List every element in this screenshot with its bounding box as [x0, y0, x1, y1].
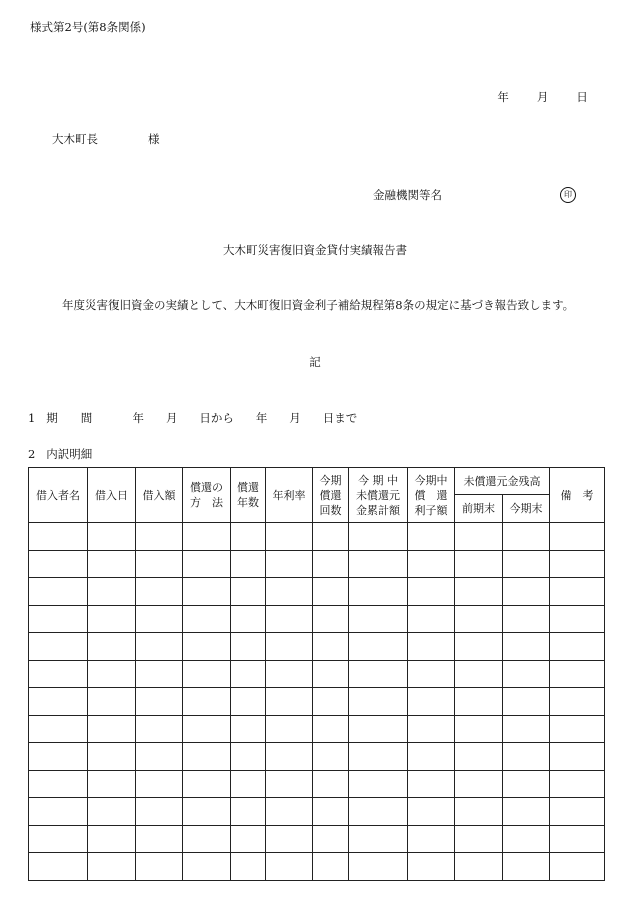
table-cell [349, 798, 408, 826]
table-cell [349, 633, 408, 661]
col-group-unrepaid-balance: 未償還元金残高 [455, 468, 550, 495]
table-cell [29, 550, 88, 578]
table-cell [88, 743, 136, 771]
col-repayment-interest: 今期中 償 還 利子額 [408, 468, 455, 523]
ki-heading: 記 [309, 355, 321, 369]
table-cell [313, 578, 349, 606]
table-cell [183, 633, 231, 661]
table-cell [88, 605, 136, 633]
col-annual-rate: 年利率 [266, 468, 313, 523]
period-line [28, 411, 357, 425]
table-cell [550, 633, 605, 661]
table-cell [29, 798, 88, 826]
breakdown-number: 2 [28, 447, 36, 461]
table-cell [408, 660, 455, 688]
col-borrow-amount: 借入額 [136, 468, 183, 523]
period-number: 1 [28, 411, 36, 425]
col-borrow-date: 借入日 [88, 468, 136, 523]
table-cell [266, 853, 313, 881]
table-cell [231, 605, 266, 633]
table-row [29, 550, 605, 578]
table-cell [29, 853, 88, 881]
table-cell [29, 715, 88, 743]
table-cell [266, 523, 313, 551]
table-cell [455, 550, 503, 578]
table-cell [136, 605, 183, 633]
table-cell [266, 825, 313, 853]
col-borrower-name: 借入者名 [29, 468, 88, 523]
table-row [29, 798, 605, 826]
table-cell [550, 743, 605, 771]
table-cell [408, 853, 455, 881]
table-cell [503, 605, 550, 633]
table-cell [313, 770, 349, 798]
table-cell [231, 550, 266, 578]
table-cell [29, 523, 88, 551]
table-cell [503, 633, 550, 661]
table-cell [455, 523, 503, 551]
breakdown-heading [28, 447, 92, 461]
table-row [29, 743, 605, 771]
table-cell [313, 798, 349, 826]
period-from-month: 月 [165, 411, 178, 425]
table-cell [503, 715, 550, 743]
table-cell [313, 605, 349, 633]
breakdown-label: 内訳明細 [46, 447, 93, 461]
table-cell [29, 743, 88, 771]
table-cell [136, 798, 183, 826]
table-row [29, 853, 605, 881]
table-cell [29, 770, 88, 798]
table-cell [266, 605, 313, 633]
table-cell [266, 550, 313, 578]
period-to-day: 日まで [322, 411, 358, 425]
table-cell [408, 743, 455, 771]
body-text: 年度災害復旧資金の実績として、大木町復旧資金利子補給規程第8条の規定に基づき報告致します。 [62, 298, 575, 312]
table-cell [183, 550, 231, 578]
col-current-period-end: 今期末 [503, 495, 550, 523]
table-cell [349, 578, 408, 606]
table-cell [88, 798, 136, 826]
table-cell [408, 523, 455, 551]
seal-mark: 印 [560, 187, 576, 203]
table-cell [29, 688, 88, 716]
table-cell [349, 770, 408, 798]
table-cell [503, 523, 550, 551]
table-cell [313, 633, 349, 661]
table-cell [231, 578, 266, 606]
table-cell [183, 715, 231, 743]
table-cell [313, 715, 349, 743]
table-cell [408, 550, 455, 578]
table-row [29, 605, 605, 633]
table-cell [408, 798, 455, 826]
table-cell [503, 743, 550, 771]
table-cell [550, 688, 605, 716]
table-cell [349, 605, 408, 633]
table-cell [266, 688, 313, 716]
table-cell [29, 633, 88, 661]
table-cell [183, 660, 231, 688]
table-cell [550, 770, 605, 798]
table-cell [231, 715, 266, 743]
table-cell [183, 770, 231, 798]
col-repayment-count: 今期 償還 回数 [313, 468, 349, 523]
form-number-label: 様式第2号(第8条関係) [30, 20, 146, 34]
table-cell [550, 825, 605, 853]
table-cell [231, 660, 266, 688]
table-cell [349, 688, 408, 716]
period-label: 期 間 [46, 411, 93, 425]
table-cell [408, 688, 455, 716]
table-cell [136, 715, 183, 743]
detail-table [28, 467, 605, 881]
table-cell [136, 550, 183, 578]
col-unrepaid-principal-total: 今 期 中 未償還元 金累計額 [349, 468, 408, 523]
table-row [29, 770, 605, 798]
table-cell [231, 798, 266, 826]
table-cell [183, 825, 231, 853]
table-cell [503, 853, 550, 881]
table-cell [455, 770, 503, 798]
table-cell [266, 770, 313, 798]
table-cell [136, 770, 183, 798]
table-cell [455, 578, 503, 606]
addressee-name: 大木町長 [52, 132, 98, 146]
table-cell [408, 825, 455, 853]
table-cell [231, 770, 266, 798]
table-cell [88, 688, 136, 716]
table-cell [503, 770, 550, 798]
table-cell [88, 523, 136, 551]
table-cell [136, 853, 183, 881]
table-cell [455, 688, 503, 716]
table-row [29, 825, 605, 853]
table-row [29, 633, 605, 661]
table-cell [313, 688, 349, 716]
table-cell [88, 660, 136, 688]
table-cell [349, 550, 408, 578]
table-cell [550, 715, 605, 743]
table-cell [349, 853, 408, 881]
table-cell [503, 578, 550, 606]
table-cell [183, 578, 231, 606]
table-cell [313, 743, 349, 771]
table-cell [136, 688, 183, 716]
table-cell [231, 523, 266, 551]
col-previous-period-end: 前期末 [455, 495, 503, 523]
table-cell [183, 743, 231, 771]
period-from-day: 日から [199, 411, 234, 425]
table-cell [136, 633, 183, 661]
table-cell [408, 578, 455, 606]
table-cell [266, 633, 313, 661]
table-row [29, 578, 605, 606]
table-cell [503, 825, 550, 853]
addressee [52, 132, 160, 146]
table-cell [455, 633, 503, 661]
table-cell [503, 798, 550, 826]
table-cell [408, 605, 455, 633]
table-cell [313, 660, 349, 688]
period-to-month: 月 [289, 411, 301, 425]
date-year: 年 [497, 90, 509, 104]
table-cell [408, 715, 455, 743]
table-cell [503, 688, 550, 716]
col-repayment-method: 償還の 方 法 [183, 468, 231, 523]
table-cell [455, 853, 503, 881]
table-cell [266, 715, 313, 743]
table-cell [88, 578, 136, 606]
table-cell [29, 605, 88, 633]
table-cell [550, 660, 605, 688]
table-cell [550, 550, 605, 578]
table-cell [88, 715, 136, 743]
table-cell [88, 633, 136, 661]
table-cell [349, 660, 408, 688]
table-cell [550, 605, 605, 633]
table-cell [88, 825, 136, 853]
table-cell [266, 660, 313, 688]
table-cell [183, 688, 231, 716]
table-cell [266, 798, 313, 826]
date-month: 月 [536, 90, 549, 104]
table-cell [183, 853, 231, 881]
table-cell [136, 523, 183, 551]
period-to-year: 年 [255, 411, 268, 425]
table-cell [88, 770, 136, 798]
table-cell [313, 550, 349, 578]
table-cell [88, 550, 136, 578]
table-row [29, 688, 605, 716]
table-cell [408, 633, 455, 661]
table-cell [455, 825, 503, 853]
table-cell [183, 605, 231, 633]
table-cell [231, 743, 266, 771]
table-cell [183, 523, 231, 551]
table-cell [349, 743, 408, 771]
table-cell [313, 523, 349, 551]
period-from-year: 年 [132, 411, 145, 425]
table-cell [136, 825, 183, 853]
table-cell [550, 578, 605, 606]
table-cell [29, 660, 88, 688]
document-title: 大木町災害復旧資金貸付実績報告書 [223, 243, 407, 257]
table-cell [266, 578, 313, 606]
table-cell [455, 605, 503, 633]
table-cell [136, 743, 183, 771]
table-cell [455, 743, 503, 771]
table-cell [503, 660, 550, 688]
table-cell [550, 798, 605, 826]
table-cell [231, 825, 266, 853]
table-cell [231, 633, 266, 661]
table-cell [231, 688, 266, 716]
table-cell [183, 798, 231, 826]
table-cell [136, 660, 183, 688]
addressee-honorific: 様 [148, 132, 160, 146]
date-day: 日 [576, 90, 588, 104]
table-cell [408, 770, 455, 798]
table-row [29, 660, 605, 688]
table-cell [550, 853, 605, 881]
institution-name-label: 金融機関等名 [373, 188, 442, 202]
table-cell [313, 853, 349, 881]
table-cell [29, 825, 88, 853]
table-cell [29, 578, 88, 606]
table-row [29, 715, 605, 743]
date-line [490, 76, 588, 104]
table-cell [349, 825, 408, 853]
table-cell [503, 550, 550, 578]
col-repayment-years: 償還 年数 [231, 468, 266, 523]
table-cell [349, 523, 408, 551]
table-cell [349, 715, 408, 743]
table-cell [455, 798, 503, 826]
table-cell [455, 715, 503, 743]
table-cell [455, 660, 503, 688]
table-cell [313, 825, 349, 853]
table-cell [136, 578, 183, 606]
table-cell [550, 523, 605, 551]
col-remarks: 備 考 [550, 468, 605, 523]
table-row [29, 523, 605, 551]
table-cell [266, 743, 313, 771]
table-cell [231, 853, 266, 881]
table-cell [88, 853, 136, 881]
